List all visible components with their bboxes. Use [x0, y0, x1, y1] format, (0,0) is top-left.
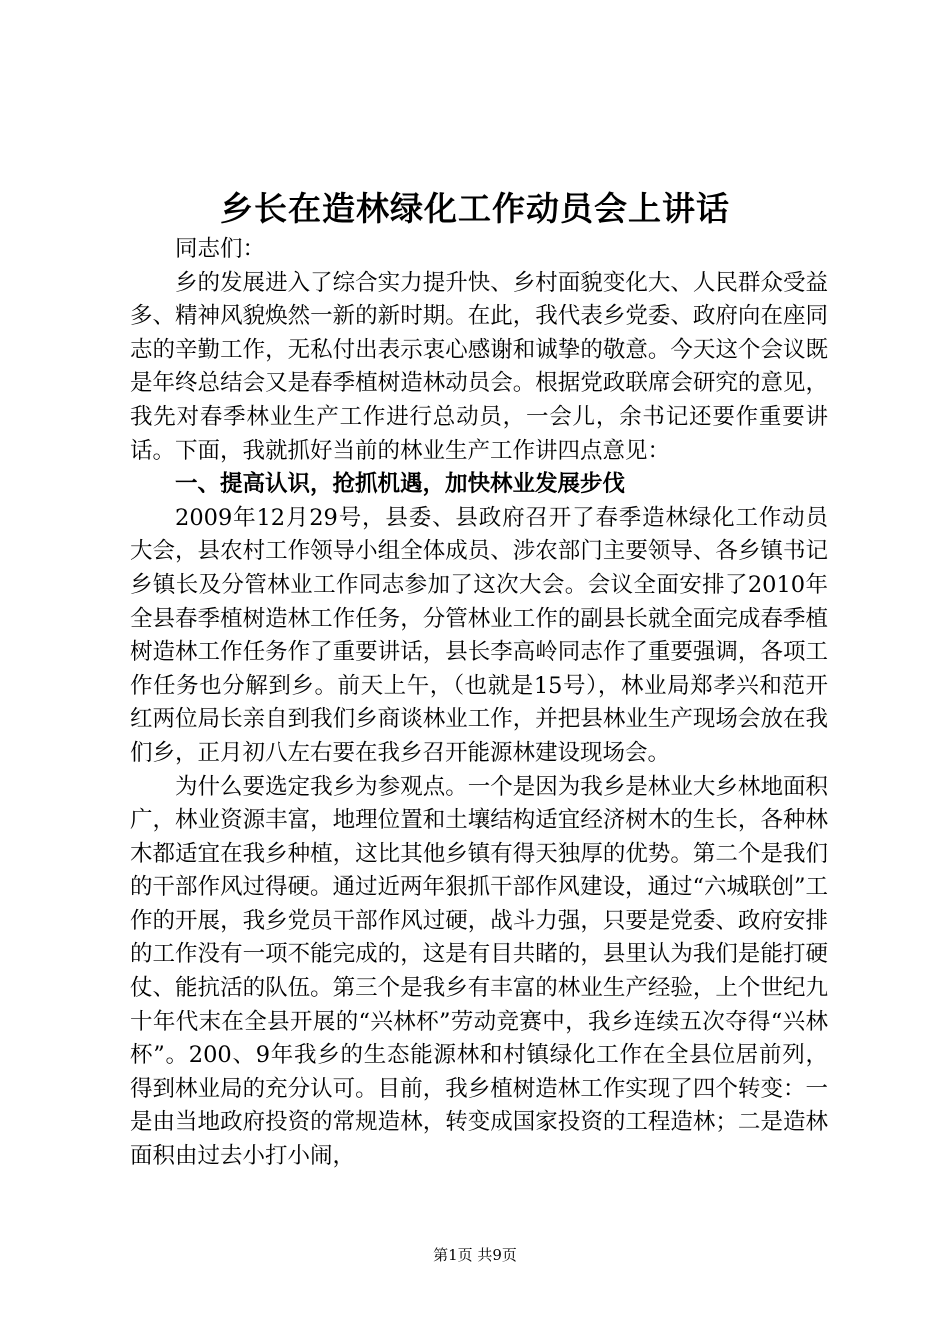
section-heading-1: 一、提高认识，抢抓机遇，加快林业发展步伐: [175, 471, 626, 498]
body-paragraph-1: 2009年12月29号，县委、县政府召开了春季造林绿化工作动员大会，县农村工作领导小组全体成员、涉农部门主要领导、各乡镇书记乡镇长及分管林业工作同志参加了这次大会。会议全面安排了2010年全县春季植树造林工作任务，分管林业工作的副县长就全面完成春季植树造林工作任务作了重要讲话，县长李高岭同志作了重要强调，各项工作任务也分解到乡。前天上午，（也就是15号），林业局郑孝兴和范开红两位局长亲自到我们乡商谈林业工作，并把县林业生产现场会放在我们乡，正月初八左右要在我乡召开能源林建设现场会。: [130, 504, 828, 766]
salutation-paragraph: 同志们：: [175, 236, 266, 262]
document-title: 乡长在造林绿化工作动员会上讲话: [220, 189, 730, 228]
body-paragraph-2: 为什么要选定我乡为参观点。一个是因为我乡是林业大乡林地面积广，林业资源丰富，地理位置和土壤结构适宜经济树木的生长，各种林木都适宜在我乡种植，这比其他乡镇有得天独厚的优势。第二个是我们的干部作风过得硬。通过近两年狠抓干部作风建设，通过“六城联创”工作的开展，我乡党员干部作风过硬，战斗力强，只要是党委、政府安排的工作没有一项不能完成的，这是有目共睹的，县里认为我们是能打硬仗、能抗活的队伍。第三个是我乡有丰富的林业生产经验，上个世纪九十年代末在全县开展的“兴林杯”劳动竞赛中，我乡连续五次夺得“兴林杯”。200、9年我乡的生态能源林和村镇绿化工作在全县位居前列，得到林业局的充分认可。目前，我乡植树造林工作实现了四个转变：一是由当地政府投资的常规造林，转变成国家投资的工程造林；二是造林面积由过去小打小闹，: [130, 773, 829, 1170]
intro-paragraph: 乡的发展进入了综合实力提升快、乡村面貌变化大、人民群众受益多、精神风貌焕然一新的新时期。在此，我代表乡党委、政府向在座同志的辛勤工作，无私付出表示衷心感谢和诚挚的敬意。今天这个会议既是年终总结会又是春季植树造林动员会。根据党政联席会研究的意见，我先对春季林业生产工作进行总动员，一会儿，余书记还要作重要讲话。下面，我就抓好当前的林业生产工作讲四点意见：: [130, 269, 828, 464]
page-number-footer: 第1页 共9页: [433, 1246, 517, 1264]
document-body: [130, 233, 828, 1174]
